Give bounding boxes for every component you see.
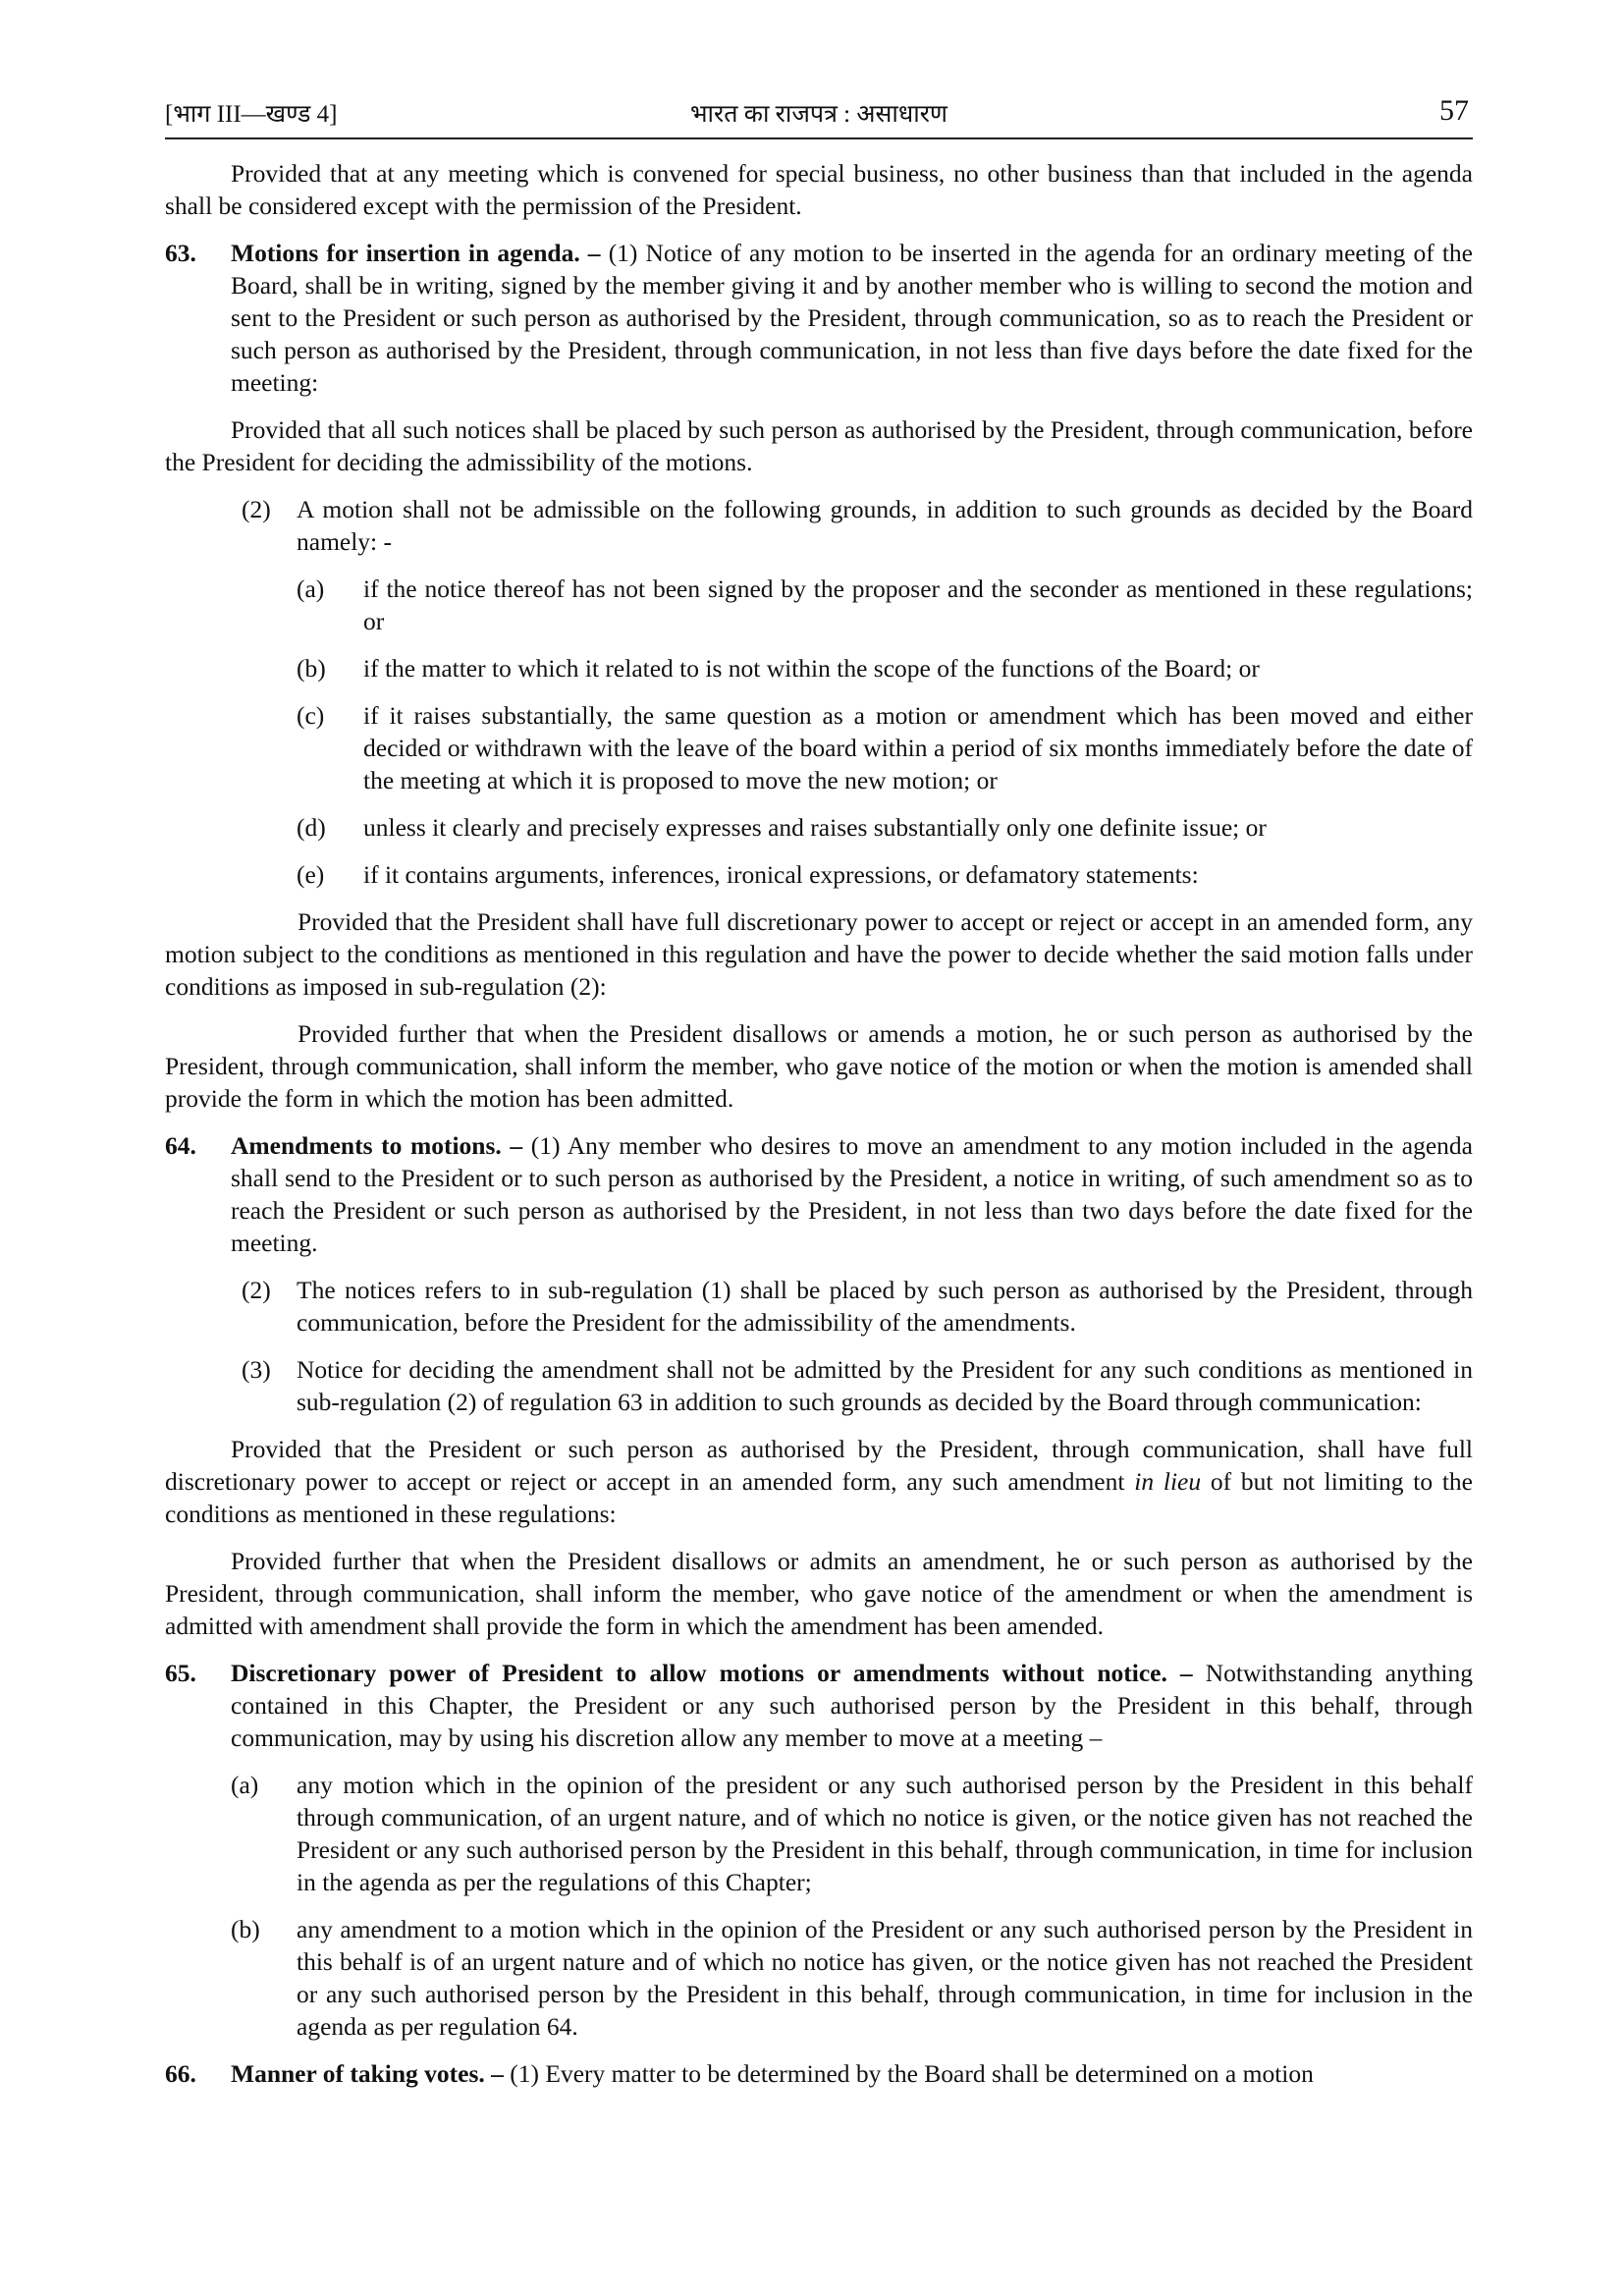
sub-regulation-text: The notices refers to in sub-regulation (1) shall be placed by such person as authorised by the President, through communication, before the President for the admissibility of the amendments.	[297, 1276, 1473, 1337]
regulation-number: 65.	[165, 1659, 196, 1687]
gazette-page	[165, 94, 1473, 2105]
proviso-italic-term: in lieu	[1134, 1467, 1202, 1496]
clause-number: (a)	[231, 1771, 259, 1799]
sub-regulation-number: (2)	[242, 1276, 271, 1304]
regulation-title: Manner of taking votes. –	[231, 2059, 504, 2088]
clause-number: (b)	[297, 654, 326, 683]
clause-number: (c)	[297, 701, 325, 730]
clause	[165, 858, 1473, 891]
proviso: Provided that all such notices shall be placed by such person as authorised by the President, through communication, before the President for deciding the admissibility of the motions.	[165, 415, 1473, 476]
proviso: Provided further that when the President disallows or admits an amendment, he or such person as authorised by the President, through communication, shall inform the member, who gave notice of the amendment or when the amendment is admitted with amendment shall provide the form in which the amendment has been amended.	[165, 1547, 1473, 1640]
regulation-number: 63.	[165, 239, 196, 267]
regulation-title: Discretionary power of President to allow motions or amendments without notice. –	[231, 1659, 1193, 1687]
page-number: 57	[1439, 94, 1469, 127]
clause-number: (e)	[297, 860, 325, 889]
clause-text: if it raises substantially, the same question as a motion or amendment which has been moved and either decided or withdrawn with the leave of the board within a period of six months immediately before the date of the meeting at which it is proposed to move the new motion; or	[363, 701, 1473, 794]
intro-proviso: Provided that at any meeting which is convened for special business, no other business than that included in the agenda shall be considered except with the permission of the President.	[165, 159, 1473, 220]
page-header	[165, 94, 1473, 139]
sub-regulation-text: Notice for deciding the amendment shall not be admitted by the President for any such conditions as mentioned in sub-regulation (2) of regulation 63 in addition to such grounds as decided by the Board through communication:	[297, 1355, 1473, 1416]
clause-text: any amendment to a motion which in the opinion of the President or any such authorised person by the President in this behalf is of an urgent nature and of which no notice has given, or the notice given has not reached the President or any such authorised person by the President in this behalf, through communication, in time for inclusion in the agenda as per regulation 64.	[297, 1915, 1473, 2041]
clause	[165, 1769, 1473, 1898]
regulation-number: 66.	[165, 2059, 196, 2088]
clause-number: (b)	[231, 1915, 260, 1943]
clause-text: if it contains arguments, inferences, ironical expressions, or defamatory statements:	[363, 860, 1199, 889]
proviso-text: of but not limiting to the conditions as mentioned in these regulations:	[165, 1467, 1474, 1528]
regulation-65	[165, 1657, 1473, 1754]
sub-regulation-number: (3)	[242, 1355, 271, 1384]
regulation-text: (1) Every matter to be determined by the Board shall be determined on a motion	[510, 2059, 1314, 2088]
regulation-title: Amendments to motions. –	[231, 1131, 523, 1160]
clause-number: (a)	[297, 574, 325, 603]
sub-regulation-number: (2)	[242, 495, 271, 523]
header-gazette-title: भारत का राजपत्र : असाधारण	[689, 101, 948, 128]
clause	[165, 1913, 1473, 2043]
proviso-text: Provided that the President or such person as authorised by the President, through communication, shall have full discretionary power to accept or reject or accept in an amended form, any such amendment	[165, 1435, 1473, 1496]
sub-regulation	[165, 493, 1473, 558]
clause	[165, 699, 1473, 796]
header-part-section: [भाग III—खण्ड 4]	[165, 101, 338, 128]
proviso: Provided further that when the President disallows or amends a motion, he or such person as authorised by the President, through communication, shall inform the member, who gave notice of the motion or when the motion is amended shall provide the form in which the motion has been admitted.	[165, 1019, 1473, 1113]
clause	[165, 652, 1473, 684]
regulation-text: (1) Notice of any motion to be inserted in the agenda for an ordinary meeting of the Board, shall be in writing, signed by the member giving it and by another member who is willing to second the motion and sent to the President or such person as authorised by the President, through communication, so as to reach the President or such person as authorised by the President, through communication, in not less than five days before the date fixed for the meeting:	[231, 239, 1474, 397]
clause-text: any motion which in the opinion of the president or any such authorised person by the President in this behalf through communication, of an urgent nature, and of which no notice is given, or the notice given has not reached the President or any such authorised person by the President in this behalf, through communication, in time for inclusion in the agenda as per the regulations of this Chapter;	[297, 1771, 1473, 1896]
clause-number: (d)	[297, 813, 326, 842]
clause	[165, 573, 1473, 637]
regulation-number: 64.	[165, 1131, 196, 1160]
regulation-64	[165, 1129, 1473, 1259]
clause-text: unless it clearly and precisely expresses and raises substantially only one definite issue; or	[363, 813, 1267, 842]
sub-regulation	[165, 1353, 1473, 1418]
regulation-66	[165, 2057, 1473, 2090]
proviso	[165, 1433, 1473, 1530]
regulation-63	[165, 237, 1473, 399]
clause-text: if the notice thereof has not been signed by the proposer and the seconder as mentioned in these regulations; or	[363, 574, 1473, 635]
clause-text: if the matter to which it related to is not within the scope of the functions of the Board; or	[363, 654, 1260, 683]
regulation-text: (1) Any member who desires to move an amendment to any motion included in the agenda shall send to the President or to such person as authorised by the President, a notice in writing, of such amendment so as to reach the President or such person as authorised by the President, in not less than two days before the date fixed for the meeting.	[231, 1131, 1474, 1257]
sub-regulation-text: A motion shall not be admissible on the following grounds, in addition to such grounds as decided by the Board namely: -	[297, 495, 1473, 556]
proviso: Provided that the President shall have full discretionary power to accept or reject or accept in an amended form, any motion subject to the conditions as mentioned in this regulation and have the power to decide whether the said motion falls under conditions as imposed in sub-regulation (2):	[165, 907, 1473, 1001]
regulation-title: Motions for insertion in agenda. –	[231, 239, 601, 267]
regulation-text: Notwithstanding anything contained in this Chapter, the President or any such authorised person by the President in this behalf, through communication, may by using his discretion allow any member to move at a meeting –	[231, 1659, 1474, 1752]
clause	[165, 811, 1473, 844]
sub-regulation	[165, 1274, 1473, 1339]
